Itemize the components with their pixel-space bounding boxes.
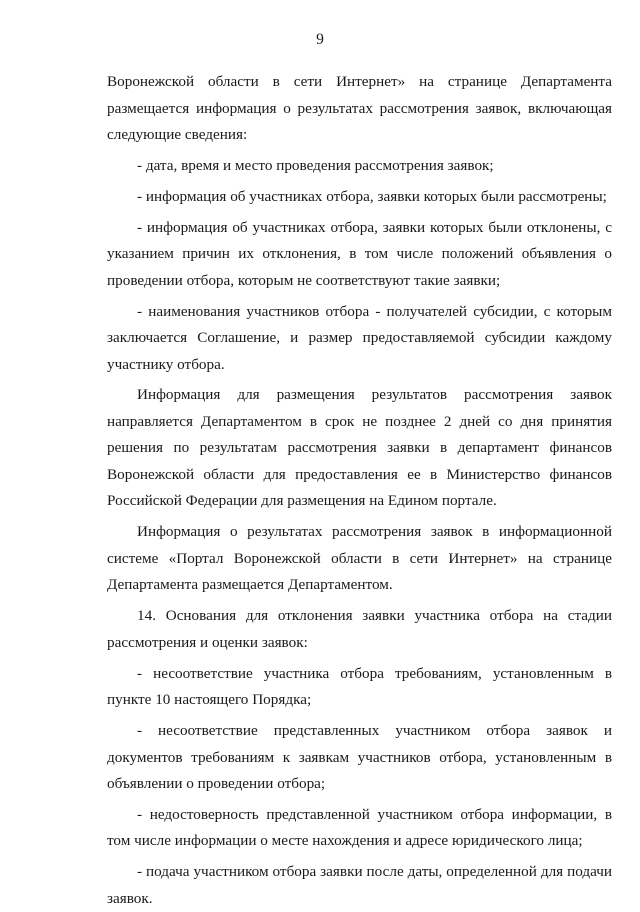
list-item-reviewed-participants: - информация об участниках отбора, заявки которых были рассмотрены; [137, 187, 607, 205]
list-item-subsidy-recipients: - наименования участников отбора - получателей субсидии, с которым заключается Соглашение, и размер предоставляемой субсидии каждому участнику отбора. [107, 302, 612, 373]
list-item-rejected-participants: - информация об участниках отбора, заявки которых были отклонены, с указанием причин их отклонения, в том числе положений объявления о проведении отбора, которым не соответствуют такие заявки; [107, 218, 612, 289]
list-item-documents-mismatch: - несоответствие представленных участником отбора заявок и документов требованиям к заявкам участников отбора, установленным в объявлении о проведении отбора; [107, 722, 612, 793]
list-item-late-submission: - подача участником отбора заявки после даты, определенной для подачи заявок. [107, 863, 612, 907]
document-body [107, 69, 612, 912]
paragraph-results-sending: Информация для размещения результатов рассмотрения заявок направляется Департаментом в срок не позднее 2 дней со дня принятия решения по результатам рассмотрения заявки в департамент финансов Воронежской области для предоставления ее в Министерство финансов Российской Федерации для размещения на Едином портале. [107, 386, 612, 510]
page-number: 9 [316, 31, 324, 48]
list-item-date-time-place: - дата, время и место проведения рассмотрения заявок; [137, 156, 494, 174]
list-item-false-information: - недостоверность представленной участником отбора информации, в том числе информации о месте нахождения и адресе юридического лица; [107, 805, 612, 850]
list-item-requirements-mismatch: - несоответствие участника отбора требованиям, установленным в пункте 10 настоящего Порядка; [107, 664, 612, 709]
paragraph-intro: Воронежской области в сети Интернет» на странице Департамента размещается информация о результатах рассмотрения заявок, включающая следующие сведения: [107, 73, 612, 143]
paragraph-results-publication: Информация о результатах рассмотрения заявок в информационной системе «Портал Воронежской области в сети Интернет» на странице Департамента размещается Департаментом. [107, 523, 612, 594]
section-14-heading: 14. Основания для отклонения заявки участника отбора на стадии рассмотрения и оценки заявок: [107, 607, 612, 651]
